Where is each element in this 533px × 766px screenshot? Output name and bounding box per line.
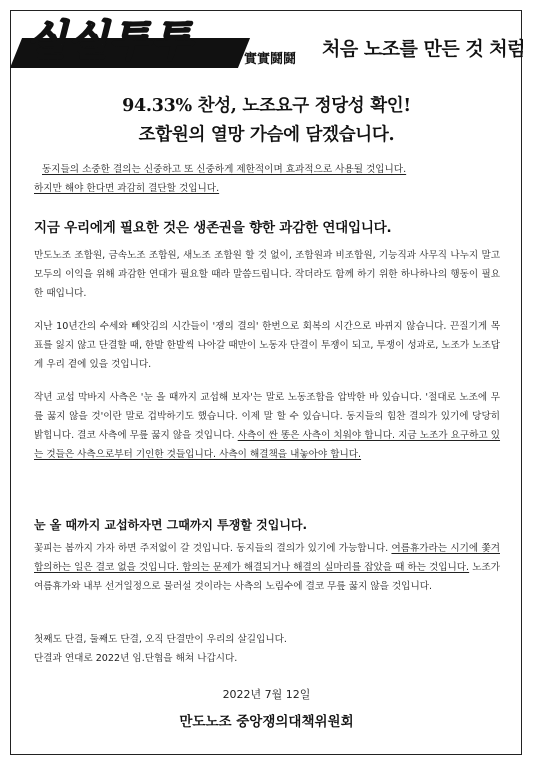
slogan: 처음 노조를 만든 것 처럼: [322, 38, 525, 60]
section2-paragraph-2-line-1: 첫째도 단결, 둘째도 단결, 오직 단결만이 우리의 살길입니다.: [34, 634, 287, 645]
intro-paragraph: [34, 160, 500, 198]
section1-title: 지금 우리에게 필요한 것은 생존권을 향한 과감한 연대입니다.: [34, 220, 392, 236]
section1-paragraph-3-underlined: 사측이 싼 똥은 사측이 치워야 합니다. 지금 노조가 요구하고 있는 것들은 사측으로부터 기인한 것들입니다. 사측이 해결책을 내놓아야 합니다.: [34, 430, 501, 460]
organization-signature: 만도노조 중앙쟁의대책위원회: [179, 714, 354, 730]
section1-paragraph-2: 지난 10년간의 수세와 빼앗김의 시간들이 '쟁의 결의' 한번으로 회복의 시간으로 바뀌지 않습니다. 끈질기게 목표를 잃지 않고 단결할 때, 한발 한발씩 나아갈 때만이 노동자 단결이 투쟁이 되고, 투쟁이 성과로, 노조가 노조답게 우리 곁에 있을 것입니다.: [34, 321, 500, 370]
hanja-title: 實實鬪鬪: [244, 52, 297, 67]
section2-paragraph-1-c: 노조가 여름휴가와 내부 선거일정으로 물러설 것이라는 사측의 노림수에 결코 무릎 꿇지 않을 것입니다.: [34, 562, 500, 592]
section1-paragraph-1: 만도노조 조합원, 금속노조 조합원, 새노조 조합원 할 것 없이, 조합원과 비조합원, 기능직과 사무직 나누지 말고 모두의 이익을 위해 과감한 연대가 필요할 때라 말씀드립니다. 작더라도 함께 하기 위한 하나하나의 행동이 필요한 때입니다.: [34, 250, 500, 299]
date: 2022년 7월 12일: [222, 688, 311, 701]
section1-paragraph-3-plain: 작년 교섭 막바지 사측은 '눈 올 때까지 교섭해 보자'는 말로 노동조합을 압박한 바 있습니다. '절대로 노조에 무릎 꿇지 않을 것'이란 말로 겁박하기도 했습니다. 이제 말 할 수 있습니다. 동지들의 힘찬 결의가 있기에 당당히 밝힙니다. 결코 사측에 무릎 꿇지 않을 것입니다.: [34, 392, 500, 441]
section2-paragraph-1: [34, 539, 500, 596]
section1-paragraph-3: [34, 388, 500, 464]
section2-paragraph-1-a: 꽃피는 봄까지 가자 하면 주저없이 갈 것입니다. 동지들의 결의가 있기에 가능합니다.: [34, 543, 389, 554]
section2-paragraph-2-line-2: 단결과 연대로 2022년 임.단협을 해쳐 나갑시다.: [34, 653, 238, 664]
headline-line-2: 조합원의 열망 가슴에 담겠습니다.: [138, 125, 395, 145]
intro-line-1: 동지들의 소중한 결의는 신중하고 또 신중하게 제한적이며 효과적으로 사용될 것입니다.: [42, 164, 407, 175]
header: [0, 0, 533, 78]
section2-title: 눈 올 때까지 교섭하자면 그때까지 투쟁할 것입니다.: [34, 518, 308, 532]
intro-line-2: 하지만 해야 한다면 과감히 결단할 것입니다.: [34, 183, 220, 194]
section2-paragraph-1-underlined: 여름휴가라는 시기에 쫓겨 합의하는 일은 결코 없을 것입니다. 합의는 문제가 해결되거나 해결의 실마리를 잡았을 때 하는 것입니다.: [34, 543, 500, 573]
headline-line-1: 94.33% 찬성, 노조요구 정당성 확인!: [122, 96, 411, 116]
logo: [16, 16, 246, 76]
logo-text: 실실투투: [26, 16, 193, 65]
section2-paragraph-2: [34, 630, 500, 668]
